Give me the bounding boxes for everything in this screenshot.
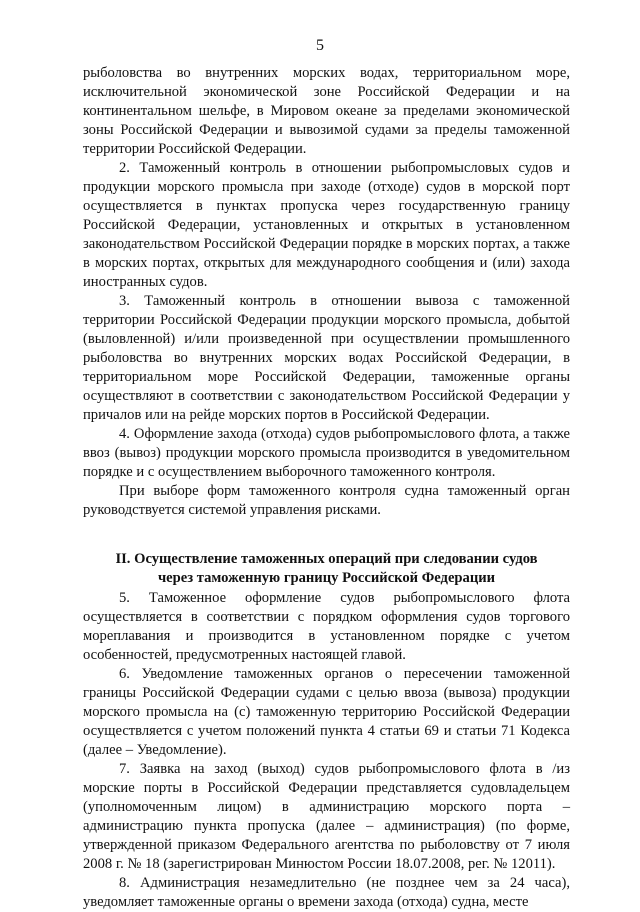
paragraph-continuation: рыболовства во внутренних морских водах, территориальном море, исключительной экономической зоне Российской Федерации и на континентальном шельфе, в Мировом океане за пределами экономической зоны Российской Федерации и вывозимой судами за пределы таможенной территории Российской Федерации. bbox=[83, 65, 570, 157]
paragraph-item-7: 7. Заявка на заход (выход) судов рыбопромыслового флота в /из морские порты в Российской Федерации представляется судовладельцем (уполномоченным лицом) в администрацию морского порта – администрацию пункта пропуска (далее – администрация) (по форме, утвержденной приказом Федерального агентства по рыболовству от 7 июля 2008 г. № 18 (зарегистрирован Минюстом России 18.07.2008, рег. № 12011). bbox=[83, 761, 570, 872]
paragraph-risk-management: При выборе форм таможенного контроля судна таможенный орган руководствуется системой управления рисками. bbox=[83, 483, 570, 518]
paragraph-item-2: 2. Таможенный контроль в отношении рыбопромысловых судов и продукции морского промысла при заходе (отходе) судов в морской порт осуществляется в пунктах пропуска через государственную границу Российской Федерации, установленных и открытых в установленном законодательством Российской Федерации порядке в морских портах, а также в морских портах, открытых для международного сообщения и (или) захода иностранных судов. bbox=[83, 160, 570, 290]
paragraph-item-6: 6. Уведомление таможенных органов о пересечении таможенной границы Российской Федерации судами с целью ввоза (вывоза) продукции морского промысла на (с) таможенную территорию Российской Федерации осуществляется с учетом положений пункта 4 статьи 69 и статьи 71 Кодекса (далее – Уведомление). bbox=[83, 666, 570, 758]
paragraph-item-8: 8. Администрация незамедлительно (не позднее чем за 24 часа), уведомляет таможенные органы о времени захода (отхода) судна, месте bbox=[83, 875, 570, 910]
paragraph-item-4: 4. Оформление захода (отхода) судов рыбопромыслового флота, а также ввоз (вывоз) продукции морского промысла производится в уведомительном порядке и с осуществлением выборочного таможенного контроля. bbox=[83, 426, 570, 480]
page-number: 5 bbox=[316, 37, 324, 54]
section-heading bbox=[83, 550, 570, 588]
document-body bbox=[83, 64, 570, 912]
paragraph-item-5: 5. Таможенное оформление судов рыбопромыслового флота осуществляется в соответствии с порядком оформления судов торгового мореплавания и производится в установленном порядке с учетом особенностей, предусмотренных настоящей главой. bbox=[83, 590, 570, 663]
section-heading-line-2: через таможенную границу Российской Федерации bbox=[157, 570, 496, 586]
section-heading-line-1: II. Осуществление таможенных операций при следовании судов bbox=[115, 551, 538, 567]
paragraph-item-3: 3. Таможенный контроль в отношении вывоза с таможенной территории Российской Федерации продукции морского промысла, добытой (выловленной) и/или произведенной при осуществлении промышленного рыболовства во внутренних морских водах Российской Федерации, в территориальном море Российской Федерации, таможенные органы осуществляют в соответствии с законодательством Российской Федерации у причалов или на рейде морских портов в Российской Федерации. bbox=[83, 293, 570, 423]
